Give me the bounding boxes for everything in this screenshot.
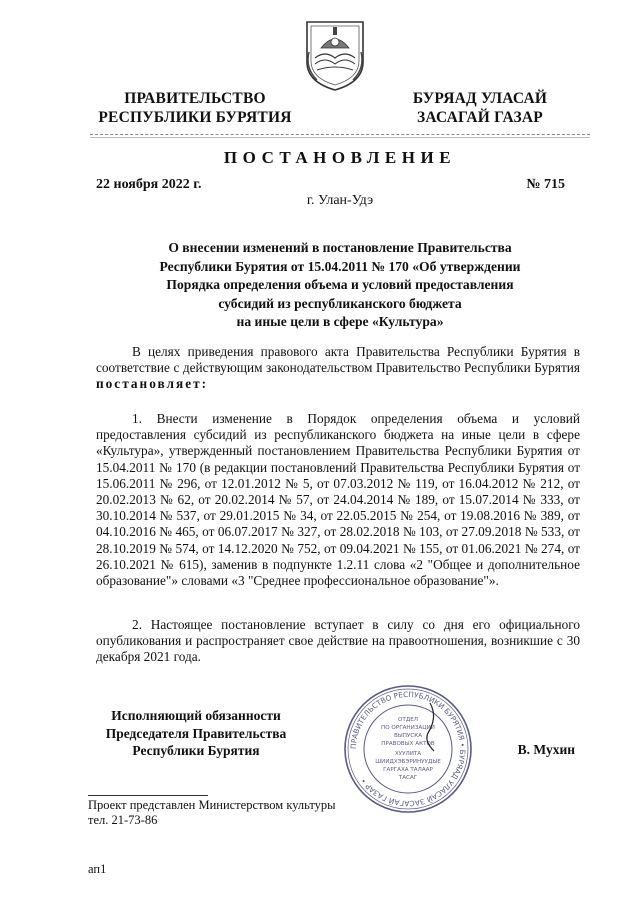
signer-title-line1: Исполняющий обязанности xyxy=(111,708,281,723)
stamp-inner-line: ОТДЕЛ xyxy=(398,717,418,723)
document-date: 22 ноября 2022 г. xyxy=(96,177,202,192)
stamp-inner-line: ГАРГАХА ТАЛААР xyxy=(383,767,433,773)
footer-note xyxy=(88,798,336,828)
stamp-inner-line: ХУУЛИТА xyxy=(394,751,422,757)
preamble-paragraph xyxy=(96,344,580,393)
header-divider-secondary xyxy=(90,137,590,138)
signatory-name: В. Мухин xyxy=(517,742,575,757)
clause-2-paragraph: 2. Настоящее постановление вступает в силу со дня его официального опубликования и распространяет свое действие на правоотношения, возникшие с 30 декабря 2021 года. xyxy=(96,617,580,665)
org-name-buryat xyxy=(370,89,590,127)
title-line: Порядка определения объема и условий предоставления xyxy=(166,277,514,292)
footer-note-line1: Проект представлен Министерством культуры xyxy=(88,798,336,812)
org-name-russian-line1: ПРАВИТЕЛЬСТВО xyxy=(124,90,266,107)
footer-phone: тел. 21-73-86 xyxy=(88,813,158,827)
org-name-russian xyxy=(80,89,310,127)
title-line: на иные цели в сфере «Культура» xyxy=(236,314,444,329)
title-line: Республики Бурятия от 15.04.2011 № 170 «Об утверждении xyxy=(159,258,521,274)
signer-title xyxy=(96,707,296,760)
signer-title-line3: Республики Бурятия xyxy=(132,743,260,758)
stamp-inner-line: ШИИДХЭБЭРИНУУДЫЕ xyxy=(375,759,441,765)
signer-title-line2: Председателя Правительства xyxy=(105,725,287,741)
org-name-buryat-line1: БУРЯАД УЛАСАЙ xyxy=(412,90,548,107)
resolves-word: постановляет: xyxy=(96,376,209,392)
clause-1-paragraph: 1. Внести изменение в Порядок определения объема и условий предоставления субсидий из республиканского бюджета на иные цели в сфере «Культура», утвержденный постановлением Правительства Республики Бурятия от 15.04.2011 № 170 (в редакции постановлений Правительства Республики Бурятия от 15.06.2011 № 296, от 12.01.2012 № 5, от 07.03.2012 № 119, от 16.04.2012 № 212, от 20.02.2013 № 62, от 20.02.2014 № 57, от 24.04.2014 № 189, от 15.07.2014 № 333, от 30.10.2014 № 537, от 29.01.2015 № 34, от 22.05.2015 № 254, от 19.08.2016 № 389, от 04.10.2016 № 465, от 06.07.2017 № 327, от 28.02.2018 № 103, от 27.09.2018 № 533, от 28.10.2019 № 574, от 14.12.2020 № 752, от 09.04.2021 № 155, от 01.06.2021 № 274, от 26.10.2021 № 615), заменив в подпункте 1.2.11 слова «2 "Общее и дополнительное образование"» словами «3 "Среднее профессиональное образование"». xyxy=(96,411,580,589)
document-number: № 715 xyxy=(526,177,565,192)
title-line: субсидий из республиканского бюджета xyxy=(218,295,462,311)
stamp-inner-line: ТАСАГ xyxy=(398,775,418,781)
stamp-inner-line: ПРАВОВЫХ АКТОВ xyxy=(381,741,435,747)
document-city: г. Улан-Удэ xyxy=(306,193,374,208)
stamp-inner-line: ПО ОРГАНИЗАЦИИ xyxy=(381,725,435,731)
title-line: О внесении изменений в постановление Правительства xyxy=(168,240,512,255)
official-stamp xyxy=(342,683,474,815)
header-divider xyxy=(90,134,590,135)
org-name-russian-line2: РЕСПУБЛИКИ БУРЯТИЯ xyxy=(98,109,292,126)
org-name-buryat-line2: ЗАСАГАЙ ГАЗАР xyxy=(417,109,543,126)
document-type: ПОСТАНОВЛЕНИЕ xyxy=(223,148,457,167)
footer-code: ап1 xyxy=(88,862,107,876)
preamble-text: В целях приведения правового акта Правительства Республики Бурятия в соответствие с действующим законодательством Правительство Республики Бурятия xyxy=(96,344,580,376)
document-title xyxy=(110,239,570,332)
coat-of-arms-emblem xyxy=(303,18,367,92)
stamp-ring-text: ПРАВИТЕЛЬСТВО РЕСПУБЛИКИ БУРЯТИЯ • БУРЯАД УЛАСАЙ ЗАСАГАЙ ГАЗАР • xyxy=(348,689,468,809)
stamp-inner-line: ВЫПУСКА xyxy=(393,733,423,739)
footer-divider xyxy=(88,795,208,796)
